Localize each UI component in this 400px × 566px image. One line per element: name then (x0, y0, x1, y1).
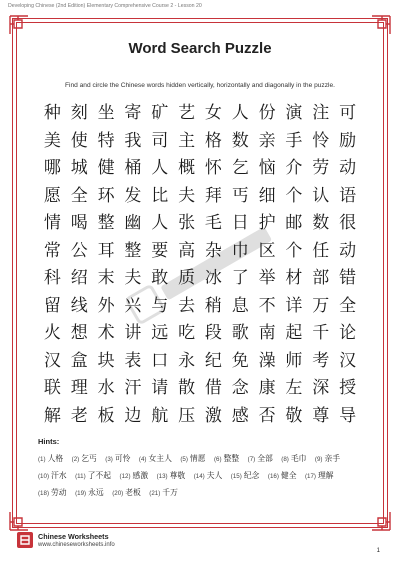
hint-word: 汗水 (51, 471, 67, 480)
grid-cell[interactable]: 刻 (70, 103, 88, 124)
grid-cell[interactable]: 质 (178, 268, 196, 289)
hint-number: (7) (247, 456, 256, 463)
hint-word: 老板 (125, 488, 141, 497)
hint-item (38, 488, 67, 497)
grid-cell[interactable]: 日 (231, 213, 249, 234)
grid-cell[interactable]: 坐 (97, 103, 115, 124)
grid-cell[interactable]: 亲 (258, 130, 276, 151)
hint-number: (9) (314, 456, 323, 463)
grid-cell[interactable]: 错 (339, 268, 357, 289)
hint-number: (1) (38, 456, 46, 463)
hint-word: 情愿 (189, 454, 206, 463)
hint-word: 整整 (223, 454, 240, 463)
grid-cell[interactable]: 千 (312, 323, 330, 344)
grid-cell[interactable]: 深 (312, 378, 330, 399)
grid-cell[interactable]: 夫 (178, 185, 196, 206)
grid-cell[interactable]: 导 (339, 405, 357, 426)
hint-number: (14) (193, 473, 205, 480)
grid-cell[interactable]: 不 (258, 295, 276, 316)
grid-cell[interactable]: 块 (97, 350, 115, 371)
grid-cell[interactable]: 巾 (231, 240, 249, 261)
grid-cell[interactable]: 南 (258, 323, 276, 344)
grid-cell[interactable]: 师 (285, 350, 303, 371)
grid-cell[interactable]: 演 (285, 103, 303, 124)
corner-ornament-icon (358, 498, 392, 532)
grid-cell[interactable]: 冰 (204, 268, 222, 289)
grid-cell[interactable]: 高 (178, 240, 196, 261)
grid-cell[interactable]: 邮 (285, 213, 303, 234)
grid-cell[interactable]: 幽 (124, 213, 142, 234)
grid-cell[interactable]: 科 (43, 268, 61, 289)
grid-cell[interactable]: 常 (43, 240, 61, 261)
grid-cell[interactable]: 起 (285, 323, 303, 344)
grid-cell[interactable]: 发 (124, 185, 142, 206)
grid-cell[interactable]: 稍 (204, 295, 222, 316)
grid-cell[interactable]: 喝 (70, 213, 88, 234)
grid-cell[interactable]: 万 (312, 295, 330, 316)
grid-cell[interactable]: 借 (204, 378, 222, 399)
grid-cell[interactable]: 念 (231, 378, 249, 399)
grid-cell[interactable]: 航 (151, 405, 169, 426)
grid-cell[interactable]: 外 (97, 295, 115, 316)
grid-cell[interactable]: 绍 (70, 268, 88, 289)
hint-word: 女主人 (148, 454, 172, 463)
grid-cell[interactable]: 恼 (258, 158, 276, 179)
grid-cell[interactable]: 矿 (151, 103, 169, 124)
grid-cell[interactable]: 使 (70, 130, 88, 151)
grid-cell[interactable]: 整 (124, 240, 142, 261)
grid-cell[interactable]: 兴 (124, 295, 142, 316)
grid-cell[interactable]: 远 (151, 323, 169, 344)
hint-item (75, 488, 104, 497)
hint-item (268, 471, 297, 480)
grid-cell[interactable]: 人 (151, 158, 169, 179)
hint-item (281, 454, 306, 463)
grid-cell[interactable]: 论 (339, 323, 357, 344)
hint-word: 亲手 (324, 454, 341, 463)
grid-cell[interactable]: 部 (312, 268, 330, 289)
grid-cell[interactable]: 要 (151, 240, 169, 261)
grid-cell[interactable]: 息 (231, 295, 249, 316)
grid-cell[interactable]: 压 (178, 405, 196, 426)
grid-cell[interactable]: 动 (339, 158, 357, 179)
grid-cell[interactable]: 否 (258, 405, 276, 426)
grid-cell[interactable]: 美 (43, 130, 61, 151)
hint-word: 毛巾 (290, 454, 307, 463)
grid-cell[interactable]: 夫 (124, 268, 142, 289)
hint-word: 健全 (280, 471, 297, 480)
grid-cell[interactable]: 与 (151, 295, 169, 316)
hint-number: (13) (156, 473, 168, 480)
grid-cell[interactable]: 尊 (312, 405, 330, 426)
grid-cell[interactable]: 介 (285, 158, 303, 179)
grid-cell[interactable]: 怀 (204, 158, 222, 179)
grid-cell[interactable]: 解 (43, 405, 61, 426)
grid-cell[interactable]: 线 (70, 295, 88, 316)
grid-cell[interactable]: 汉 (339, 350, 357, 371)
hint-number: (20) (112, 490, 124, 497)
grid-cell[interactable]: 细 (258, 185, 276, 206)
hint-item (38, 454, 63, 463)
grid-cell[interactable]: 很 (339, 213, 357, 234)
hint-item (149, 488, 178, 497)
hint-item (305, 471, 334, 480)
hint-word: 理解 (318, 471, 334, 480)
hint-word: 尊敬 (169, 471, 186, 480)
grid-cell[interactable]: 劳 (312, 158, 330, 179)
grid-cell[interactable]: 末 (97, 268, 115, 289)
hint-number: (16) (267, 473, 279, 480)
grid-cell[interactable]: 敢 (151, 268, 169, 289)
grid-cell[interactable]: 左 (285, 378, 303, 399)
grid-cell[interactable]: 讲 (124, 323, 142, 344)
grid-cell[interactable]: 理 (70, 378, 88, 399)
hint-item (157, 471, 186, 480)
hint-word: 人格 (47, 454, 64, 463)
grid-cell[interactable]: 了 (231, 268, 249, 289)
hints-heading: Hints: (38, 437, 60, 446)
grid-cell[interactable]: 情 (43, 213, 61, 234)
hint-word: 纪念 (243, 471, 260, 480)
grid-cell[interactable]: 拜 (204, 185, 222, 206)
grid-cell[interactable]: 火 (43, 323, 61, 344)
hint-item (248, 454, 273, 463)
word-search-grid (39, 97, 361, 427)
hint-item (75, 471, 111, 480)
page-number: 1 (376, 548, 380, 554)
grid-cell[interactable]: 免 (231, 350, 249, 371)
grid-cell[interactable]: 怜 (312, 130, 330, 151)
hint-item (194, 471, 223, 480)
hint-number: (12) (119, 473, 131, 480)
course-header: Developing Chinese (2nd Edition) Elementary Comprehensive Course 2 - Lesson 20 (8, 3, 202, 9)
grid-cell[interactable]: 比 (151, 185, 169, 206)
grid-cell[interactable]: 乞 (231, 158, 249, 179)
grid-cell[interactable]: 联 (43, 378, 61, 399)
hint-number: (15) (230, 473, 242, 480)
corner-ornament-icon (8, 498, 42, 532)
grid-cell[interactable]: 我 (124, 130, 142, 151)
grid-cell[interactable]: 份 (258, 103, 276, 124)
grid-cell[interactable]: 举 (258, 268, 276, 289)
grid-cell[interactable]: 板 (97, 405, 115, 426)
instructions-text: Find and circle the Chinese words hidden vertically, horizontally and diagonally in the puzzle. (64, 82, 335, 89)
hint-item (315, 454, 340, 463)
hint-number: (17) (304, 473, 316, 480)
grid-cell[interactable]: 健 (97, 158, 115, 179)
hint-item (72, 454, 97, 463)
grid-cell[interactable]: 艺 (178, 103, 196, 124)
grid-cell[interactable]: 纪 (204, 350, 222, 371)
grid-cell[interactable]: 人 (231, 103, 249, 124)
grid-cell[interactable]: 散 (178, 378, 196, 399)
grid-cell[interactable]: 留 (43, 295, 61, 316)
hint-word: 永远 (88, 488, 104, 497)
hint-item (120, 471, 149, 480)
grid-cell[interactable]: 认 (312, 185, 330, 206)
grid-cell[interactable]: 桶 (124, 158, 142, 179)
grid-cell[interactable]: 张 (178, 213, 196, 234)
hint-item (112, 488, 141, 497)
hint-number: (11) (75, 473, 86, 480)
grid-cell[interactable]: 励 (339, 130, 357, 151)
grid-cell[interactable]: 个 (285, 240, 303, 261)
hint-word: 可怜 (114, 454, 131, 463)
hint-number: (18) (38, 490, 50, 497)
hint-item (180, 454, 205, 463)
grid-cell[interactable]: 主 (178, 130, 196, 151)
grid-cell[interactable]: 注 (312, 103, 330, 124)
footer-url: www.chineseworksheets.info (38, 542, 115, 548)
grid-cell[interactable]: 公 (70, 240, 88, 261)
hint-item (231, 471, 260, 480)
grid-cell[interactable]: 护 (258, 213, 276, 234)
grid-cell[interactable]: 格 (204, 130, 222, 151)
chinese-worksheets-logo-icon (16, 531, 34, 549)
grid-cell[interactable]: 盒 (70, 350, 88, 371)
grid-cell[interactable]: 水 (97, 378, 115, 399)
grid-cell[interactable]: 歌 (231, 323, 249, 344)
grid-cell[interactable]: 动 (339, 240, 357, 261)
grid-cell[interactable]: 整 (97, 213, 115, 234)
grid-cell[interactable]: 数 (231, 130, 249, 151)
grid-cell[interactable]: 司 (151, 130, 169, 151)
grid-cell[interactable]: 请 (151, 378, 169, 399)
grid-cell[interactable]: 丐 (231, 185, 249, 206)
grid-cell[interactable]: 想 (70, 323, 88, 344)
hint-number: (4) (138, 456, 147, 463)
hint-word: 全部 (257, 454, 273, 463)
hint-word: 千万 (162, 488, 178, 497)
grid-cell[interactable]: 全 (339, 295, 357, 316)
grid-cell[interactable]: 个 (285, 185, 303, 206)
hint-item (214, 454, 239, 463)
grid-cell[interactable]: 表 (124, 350, 142, 371)
grid-cell[interactable]: 耳 (97, 240, 115, 261)
hint-number: (5) (180, 456, 188, 463)
hint-word: 夫人 (206, 471, 223, 480)
grid-cell[interactable]: 口 (151, 350, 169, 371)
hint-word: 乞丐 (81, 454, 97, 463)
grid-cell[interactable]: 寄 (124, 103, 142, 124)
grid-cell[interactable]: 永 (178, 350, 196, 371)
grid-cell[interactable]: 区 (258, 240, 276, 261)
grid-cell[interactable]: 城 (70, 158, 88, 179)
hint-word: 了不起 (87, 471, 112, 480)
hint-number: (10) (38, 473, 50, 480)
grid-cell[interactable]: 杂 (204, 240, 222, 261)
grid-cell[interactable]: 语 (339, 185, 357, 206)
hints-list (38, 451, 368, 502)
grid-cell[interactable]: 术 (97, 323, 115, 344)
grid-cell[interactable]: 老 (70, 405, 88, 426)
grid-cell[interactable]: 特 (97, 130, 115, 151)
hint-number: (8) (281, 456, 289, 463)
grid-cell[interactable]: 可 (339, 103, 357, 124)
hint-number: (3) (105, 456, 113, 463)
grid-cell[interactable]: 女 (204, 103, 222, 124)
footer-brand: Chinese Worksheets (38, 532, 109, 541)
grid-cell[interactable]: 详 (285, 295, 303, 316)
grid-cell[interactable]: 手 (285, 130, 303, 151)
hint-item (105, 454, 130, 463)
hint-number: (21) (149, 490, 161, 497)
grid-cell[interactable]: 概 (178, 158, 196, 179)
grid-cell[interactable]: 激 (204, 405, 222, 426)
hint-item (139, 454, 172, 463)
grid-cell[interactable]: 汉 (43, 350, 61, 371)
grid-cell[interactable]: 汗 (124, 378, 142, 399)
grid-cell[interactable]: 授 (339, 378, 357, 399)
grid-cell[interactable]: 愿 (43, 185, 61, 206)
grid-cell[interactable]: 康 (258, 378, 276, 399)
grid-cell[interactable]: 毛 (204, 213, 222, 234)
hint-item (38, 471, 67, 480)
grid-cell[interactable]: 去 (178, 295, 196, 316)
grid-cell[interactable]: 材 (285, 268, 303, 289)
grid-cell[interactable]: 任 (312, 240, 330, 261)
grid-cell[interactable]: 哪 (43, 158, 61, 179)
hint-word: 劳动 (51, 488, 67, 497)
hint-number: (6) (214, 456, 222, 463)
hint-number: (19) (75, 490, 87, 497)
grid-cell[interactable]: 考 (312, 350, 330, 371)
grid-cell[interactable]: 敬 (285, 405, 303, 426)
grid-cell[interactable]: 数 (312, 213, 330, 234)
grid-cell[interactable]: 吃 (178, 323, 196, 344)
grid-cell[interactable]: 全 (70, 185, 88, 206)
grid-cell[interactable]: 澡 (258, 350, 276, 371)
grid-cell[interactable]: 边 (124, 405, 142, 426)
grid-cell[interactable]: 种 (43, 103, 61, 124)
page-title: Word Search Puzzle (128, 40, 272, 57)
grid-cell[interactable]: 段 (204, 323, 222, 344)
hint-word: 感激 (132, 471, 149, 480)
grid-cell[interactable]: 感 (231, 405, 249, 426)
grid-cell[interactable]: 环 (97, 185, 115, 206)
hint-number: (2) (71, 456, 80, 463)
grid-cell[interactable]: 人 (151, 213, 169, 234)
